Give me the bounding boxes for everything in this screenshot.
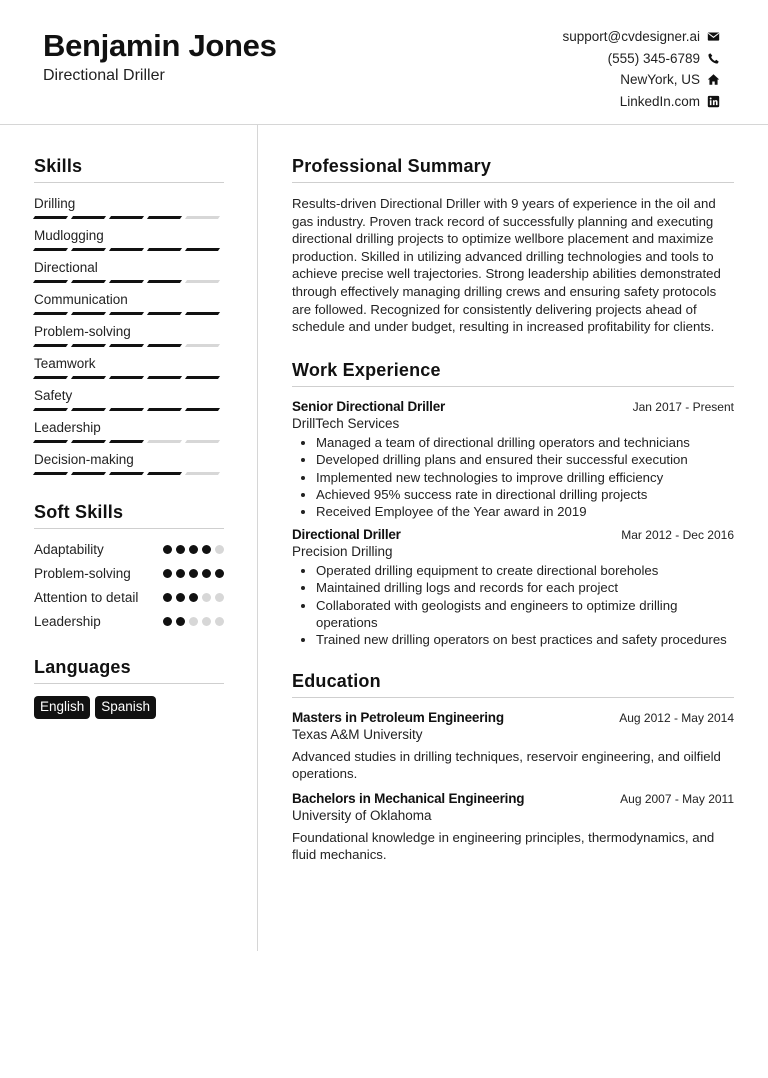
soft-skill-item (34, 565, 224, 582)
skill-level-segment (33, 408, 68, 411)
skill-level-segment (71, 440, 106, 443)
job-bullet: • Implemented new technologies to improve drilling efficiency (316, 469, 734, 486)
work-entry-header (292, 527, 734, 542)
skill-level-segment (185, 472, 220, 475)
phone-icon (707, 52, 720, 65)
skill-level-segment (71, 376, 106, 379)
soft-skill-rating (159, 541, 224, 554)
skill-level-segment (71, 216, 106, 219)
rating-dot (202, 593, 211, 602)
skill-level-segment (185, 344, 220, 347)
soft-skill-name: Leadership (34, 614, 101, 629)
skill-item (34, 355, 224, 387)
rating-dot (189, 617, 198, 626)
job-dates: Jan 2017 - Present (632, 399, 734, 414)
rating-dot (215, 593, 224, 602)
summary-heading: Professional Summary (292, 156, 734, 183)
job-bullets (292, 562, 734, 649)
skill-level-segment (147, 280, 182, 283)
rating-dot (189, 593, 198, 602)
education-heading: Education (292, 671, 734, 698)
education-dates: Aug 2012 - May 2014 (619, 710, 734, 725)
skill-level-bar (34, 216, 224, 219)
skill-level-segment (185, 408, 220, 411)
education-dates: Aug 2007 - May 2011 (620, 791, 734, 806)
skills-list (34, 195, 224, 483)
skill-level-segment (147, 408, 182, 411)
languages-heading: Languages (34, 657, 224, 684)
school: University of Oklahoma (292, 807, 432, 823)
skill-level-segment (109, 312, 144, 315)
skill-level-segment (71, 472, 106, 475)
skill-level-segment (109, 440, 144, 443)
skill-level-segment (147, 312, 182, 315)
skill-level-segment (109, 216, 144, 219)
skill-level-segment (109, 408, 144, 411)
skill-level-segment (109, 376, 144, 379)
rating-dot (176, 593, 185, 602)
skill-item (34, 291, 224, 323)
skill-level-segment (71, 280, 106, 283)
skill-level-segment (71, 344, 106, 347)
education-description: Foundational knowledge in engineering principles, thermodynamics, and fluid mechanics. (292, 829, 715, 863)
contact-info (562, 26, 720, 112)
skill-level-segment (185, 280, 220, 283)
soft-skill-rating (159, 613, 224, 626)
skill-item (34, 451, 224, 483)
contact-phone[interactable] (562, 48, 720, 70)
skill-level-bar (34, 280, 224, 283)
skill-level-segment (185, 440, 220, 443)
education-description: Advanced studies in drilling techniques, reservoir engineering, and oilfield operations. (292, 748, 721, 782)
skill-item (34, 195, 224, 227)
home-icon (707, 73, 720, 86)
skill-level-segment (33, 472, 68, 475)
skill-level-segment (109, 344, 144, 347)
skill-level-bar (34, 344, 224, 347)
degree: Bachelors in Mechanical Engineering (292, 790, 525, 806)
skill-level-bar (34, 440, 224, 443)
job-role: Directional Driller (292, 526, 401, 542)
job-role: Senior Directional Driller (292, 398, 446, 414)
language-badge: English (34, 696, 90, 719)
skill-level-segment (109, 472, 144, 475)
skill-item (34, 323, 224, 355)
work-entry (292, 527, 734, 649)
soft-skill-rating (159, 565, 224, 578)
job-bullet: • Managed a team of directional drilling operators and technicians (316, 434, 734, 451)
rating-dot (176, 617, 185, 626)
skill-level-segment (33, 312, 68, 315)
skill-level-bar (34, 312, 224, 315)
job-bullet: • Collaborated with geologists and engineers to optimize drilling operations (316, 597, 734, 632)
soft-skill-name: Attention to detail (34, 590, 139, 605)
rating-dot (202, 617, 211, 626)
skill-name: Safety (34, 388, 73, 403)
contact-location (562, 69, 720, 91)
work-entry-header (292, 399, 734, 414)
soft-skills-heading: Soft Skills (34, 502, 224, 529)
education-list (292, 710, 734, 864)
rating-dot (202, 545, 211, 554)
contact-linkedin-text[interactable]: LinkedIn.com (619, 93, 700, 109)
soft-skill-item (34, 613, 224, 630)
linkedin-icon (707, 95, 720, 108)
work-heading: Work Experience (292, 360, 734, 387)
rating-dot (176, 545, 185, 554)
skill-name: Problem-solving (34, 324, 131, 339)
skill-level-segment (147, 216, 182, 219)
soft-skill-name: Adaptability (34, 542, 104, 557)
work-list (292, 399, 734, 649)
rating-dot (163, 617, 172, 626)
skill-name: Drilling (34, 196, 76, 211)
skill-level-segment (33, 248, 68, 251)
skill-item (34, 387, 224, 419)
skill-level-segment (185, 376, 220, 379)
rating-dot (215, 569, 224, 578)
skill-level-segment (33, 280, 68, 283)
job-bullet: • Received Employee of the Year award in 2019 (316, 503, 734, 520)
rating-dot (215, 545, 224, 554)
skill-level-segment (71, 312, 106, 315)
skill-name: Teamwork (34, 356, 96, 371)
skill-level-segment (147, 248, 182, 251)
skill-level-segment (185, 216, 220, 219)
skill-name: Decision-making (34, 452, 134, 467)
envelope-icon (707, 30, 720, 43)
rating-dot (202, 569, 211, 578)
skill-level-segment (185, 312, 220, 315)
skill-level-bar (34, 248, 224, 251)
summary-text: Results-driven Directional Driller with 9 years of experience in the oil and gas industry. Proven track record of successfully planning and executing directional drilling projects to optimize wellbore placement and maximize production. Skilled in utilizing advanced drilling technologies and tools to achieve precise well trajectories. Strong leadership abilities demonstrated through effectively managing drilling crews and ensuring safety protocols are followed. Recognized for consistently delivering projects ahead of schedule and under budget, resulting in increased profitability for clients. (292, 196, 721, 335)
skill-level-segment (147, 472, 182, 475)
education-entry-header (292, 791, 734, 806)
contact-email[interactable] (562, 26, 720, 48)
job-company: DrillTech Services (292, 415, 400, 431)
skill-level-segment (147, 344, 182, 347)
soft-skill-rating (159, 589, 224, 602)
work-entry (292, 399, 734, 521)
skill-level-segment (71, 248, 106, 251)
rating-dot (176, 569, 185, 578)
skill-level-segment (109, 280, 144, 283)
job-bullet: • Operated drilling equipment to create directional boreholes (316, 562, 734, 579)
soft-skills-list (34, 541, 224, 630)
contact-email-text[interactable]: support@cvdesigner.ai (562, 29, 700, 45)
school: Texas A&M University (292, 726, 423, 742)
skill-level-segment (33, 440, 68, 443)
skill-level-segment (71, 408, 106, 411)
job-bullets (292, 434, 734, 521)
contact-location-text: NewYork, US (620, 72, 700, 88)
skill-item (34, 227, 224, 259)
job-dates: Mar 2012 - Dec 2016 (621, 527, 734, 542)
skill-level-segment (147, 376, 182, 379)
contact-phone-text[interactable]: (555) 345-6789 (607, 50, 700, 66)
right-column (292, 156, 734, 871)
rating-dot (163, 593, 172, 602)
skill-level-segment (33, 216, 68, 219)
rating-dot (215, 617, 224, 626)
skill-level-segment (33, 376, 68, 379)
candidate-name: Benjamin Jones (43, 28, 277, 63)
skill-level-bar (34, 376, 224, 379)
skill-level-segment (33, 344, 68, 347)
rating-dot (189, 569, 198, 578)
skill-level-bar (34, 408, 224, 411)
job-bullet: • Trained new drilling operators on best practices and safety procedures (316, 631, 734, 648)
skill-name: Directional (34, 260, 98, 275)
soft-skill-name: Problem-solving (34, 566, 131, 581)
soft-skill-item (34, 541, 224, 558)
rating-dot (163, 545, 172, 554)
degree: Masters in Petroleum Engineering (292, 709, 504, 725)
languages-list (34, 696, 224, 719)
column-divider (257, 124, 258, 951)
contact-linkedin[interactable] (562, 91, 720, 113)
skill-level-segment (109, 248, 144, 251)
skill-level-bar (34, 472, 224, 475)
job-company: Precision Drilling (292, 543, 393, 559)
skills-heading: Skills (34, 156, 224, 183)
job-bullet: • Developed drilling plans and ensured their successful execution (316, 451, 734, 468)
language-badge: Spanish (95, 696, 156, 719)
rating-dot (189, 545, 198, 554)
skill-name: Mudlogging (34, 228, 104, 243)
resume-header (0, 0, 768, 125)
education-entry (292, 791, 734, 864)
left-column (34, 156, 224, 719)
rating-dot (163, 569, 172, 578)
job-bullet: • Maintained drilling logs and records for each project (316, 579, 734, 596)
skill-level-segment (147, 440, 182, 443)
skill-item (34, 419, 224, 451)
skill-item (34, 259, 224, 291)
skill-name: Leadership (34, 420, 101, 435)
job-bullet: • Achieved 95% success rate in directional drilling projects (316, 486, 734, 503)
skill-name: Communication (34, 292, 128, 307)
education-entry (292, 710, 734, 783)
skill-level-segment (185, 248, 220, 251)
education-entry-header (292, 710, 734, 725)
candidate-title: Directional Driller (43, 67, 165, 84)
soft-skill-item (34, 589, 224, 606)
